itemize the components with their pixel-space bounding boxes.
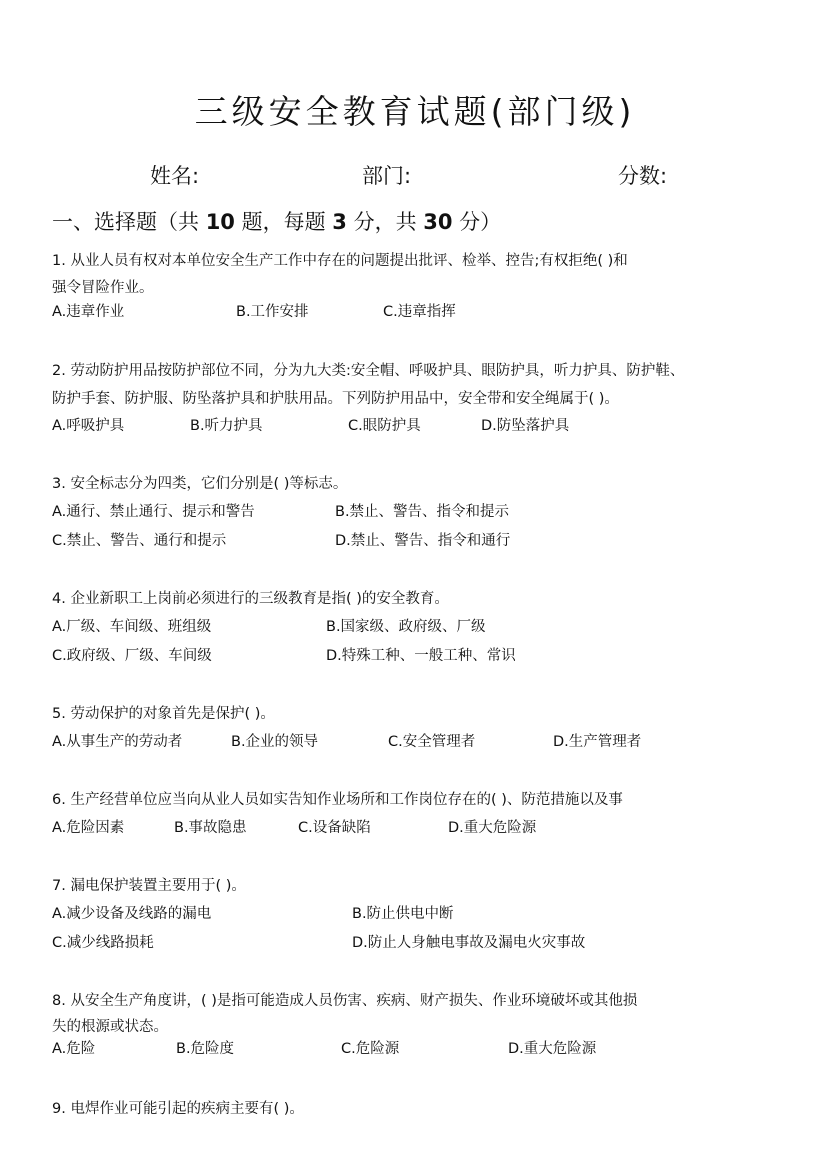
dept-field-label: 部门: bbox=[362, 164, 412, 188]
q7-option-b: B.防止供电中断 bbox=[352, 906, 454, 922]
question-2-line-1: 2. 劳动防护用品按防护部位不同，分为九大类:安全帽、呼吸护具、眼防护具，听力护具、防护鞋、 bbox=[52, 363, 685, 379]
question-8-line-2: 失的根源或状态。 bbox=[52, 1019, 168, 1035]
q6-option-a: A.危险因素 bbox=[52, 820, 125, 836]
q8-option-d: D.重大危险源 bbox=[508, 1041, 597, 1057]
q7-option-a: A.减少设备及线路的漏电 bbox=[52, 906, 212, 922]
question-1-line-2: 强令冒险作业。 bbox=[52, 280, 154, 296]
q7-option-d: D.防止人身触电事故及漏电火灾事故 bbox=[352, 935, 586, 951]
q5-option-b: B.企业的领导 bbox=[231, 734, 319, 750]
q1-option-b: B.工作安排 bbox=[236, 304, 309, 320]
q4-option-b: B.国家级、政府级、厂级 bbox=[326, 619, 486, 635]
q1-option-c: C.违章指挥 bbox=[383, 304, 456, 320]
q7-option-c: C.减少线路损耗 bbox=[52, 935, 154, 951]
name-field-label: 姓名: bbox=[150, 164, 200, 188]
q3-option-a: A.通行、禁止通行、提示和警告 bbox=[52, 504, 255, 520]
q5-option-c: C.安全管理者 bbox=[388, 734, 476, 750]
q2-option-a: A.呼吸护具 bbox=[52, 418, 125, 434]
question-4-line-1: 4. 企业新职工上岗前必须进行的三级教育是指( )的安全教育。 bbox=[52, 591, 449, 607]
q6-option-c: C.设备缺陷 bbox=[298, 820, 371, 836]
q6-option-b: B.事故隐患 bbox=[174, 820, 247, 836]
q4-option-a: A.厂级、车间级、班组级 bbox=[52, 619, 212, 635]
q4-option-c: C.政府级、厂级、车间级 bbox=[52, 648, 212, 664]
q2-option-b: B.听力护具 bbox=[190, 418, 263, 434]
q8-option-a: A.危险 bbox=[52, 1041, 96, 1057]
question-1-line-1: 1. 从业人员有权对本单位安全生产工作中存在的问题提出批评、检举、控告;有权拒绝( )和 bbox=[52, 253, 628, 269]
q6-option-d: D.重大危险源 bbox=[448, 820, 537, 836]
q3-option-b: B.禁止、警告、指令和提示 bbox=[335, 504, 510, 520]
q3-option-d: D.禁止、警告、指令和通行 bbox=[335, 533, 511, 549]
q5-option-d: D.生产管理者 bbox=[553, 734, 642, 750]
q2-option-c: C.眼防护具 bbox=[348, 418, 421, 434]
question-7-line-1: 7. 漏电保护装置主要用于( )。 bbox=[52, 878, 246, 894]
page-title: 三级安全教育试题(部门级) bbox=[194, 92, 636, 131]
q1-option-a: A.违章作业 bbox=[52, 304, 125, 320]
q8-option-b: B.危险度 bbox=[176, 1041, 235, 1057]
question-6-line-1: 6. 生产经营单位应当向从业人员如实告知作业场所和工作岗位存在的( )、防范措施以及事 bbox=[52, 792, 623, 808]
q8-option-c: C.危险源 bbox=[341, 1041, 400, 1057]
question-8-line-1: 8. 从安全生产角度讲，( )是指可能造成人员伤害、疾病、财产损失、作业环境破坏或其他损 bbox=[52, 993, 638, 1009]
section-heading: 一、选择题（共 10 题，每题 3 分，共 30 分） bbox=[52, 210, 502, 234]
q5-option-a: A.从事生产的劳动者 bbox=[52, 734, 183, 750]
q2-option-d: D.防坠落护具 bbox=[481, 418, 570, 434]
question-3-line-1: 3. 安全标志分为四类，它们分别是( )等标志。 bbox=[52, 476, 348, 492]
score-field-label: 分数: bbox=[618, 164, 668, 188]
question-2-line-2: 防护手套、防护服、防坠落护具和护肤用品。下列防护用品中，安全带和安全绳属于( )。 bbox=[52, 391, 619, 407]
q4-option-d: D.特殊工种、一般工种、常识 bbox=[326, 648, 516, 664]
q3-option-c: C.禁止、警告、通行和提示 bbox=[52, 533, 227, 549]
question-9-line-1: 9. 电焊作业可能引起的疾病主要有( )。 bbox=[52, 1101, 304, 1117]
question-5-line-1: 5. 劳动保护的对象首先是保护( )。 bbox=[52, 706, 275, 722]
